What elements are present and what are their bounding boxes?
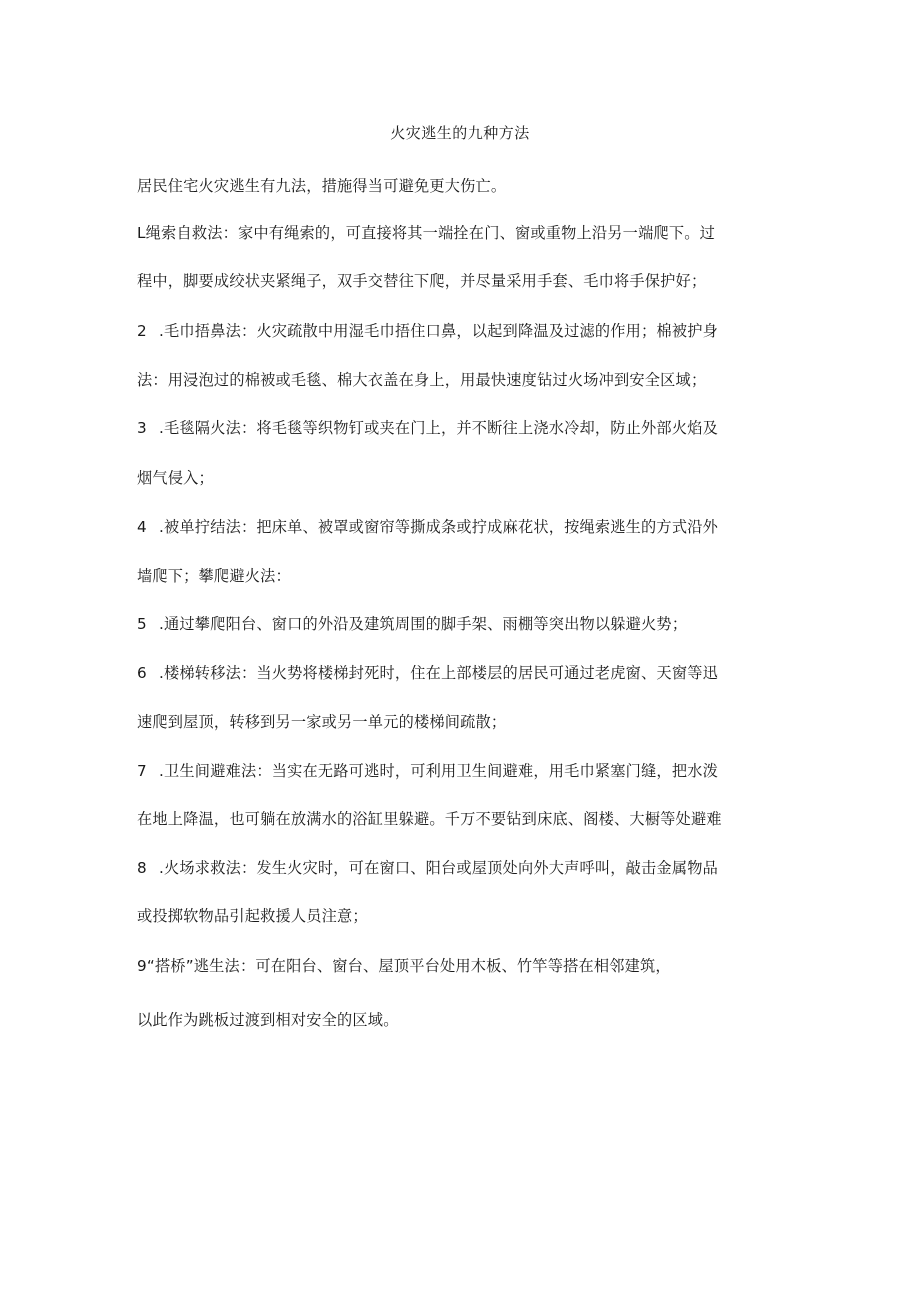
item-number: 2 (137, 322, 147, 340)
list-item-4-line-2: 墙爬下；攀爬避火法： (137, 567, 291, 585)
item-text: .毛巾捂鼻法：火灾疏散中用湿毛巾捂住口鼻，以起到降温及过滤的作用；棉被护身 (159, 322, 718, 340)
item-text: “搭桥”逃生法：可在阳台、窗台、屋顶平台处用木板、竹竿等搭在相邻建筑， (146, 957, 671, 975)
intro-paragraph: 居民住宅火灾逃生有九法，措施得当可避免更大伤亡。 (137, 177, 507, 195)
item-number: 4 (137, 518, 147, 536)
document-title: 火灾逃生的九种方法 (390, 124, 530, 142)
item-number: 6 (137, 664, 147, 682)
item-text: .毛毯隔火法：将毛毯等织物钉或夹在门上，并不断往上浇水冷却，防止外部火焰及 (159, 419, 718, 437)
item-number: L (137, 224, 146, 242)
list-item-8-line-1 (137, 856, 718, 880)
item-number: 5 (137, 615, 147, 633)
item-number: 3 (137, 419, 147, 437)
item-text: 绳索自救法：家中有绳索的，可直接将其一端拴在门、窗或重物上沿另一端爬下。过 (145, 224, 716, 242)
list-item-8-line-2: 或投掷软物品引起救援人员注意； (137, 907, 368, 925)
item-text: .楼梯转移法：当火势将楼梯封死时，住在上部楼层的居民可通过老虎窗、天窗等迅 (159, 664, 718, 682)
item-text: .通过攀爬阳台、窗口的外沿及建筑周围的脚手架、雨棚等突出物以躲避火势； (159, 615, 688, 633)
item-number: 9 (137, 957, 147, 975)
list-item-3-line-1 (137, 416, 718, 440)
list-item-7-line-1 (137, 759, 718, 783)
list-item-2-line-2: 法：用浸泡过的棉被或毛毯、棉大衣盖在身上，用最快速度钻过火场冲到安全区域； (137, 371, 707, 389)
list-item-6-line-2: 速爬到屋顶，转移到另一家或另一单元的楼梯间疏散； (137, 713, 507, 731)
list-item-6-line-1 (137, 661, 718, 685)
item-text: .火场求救法：发生火灾时，可在窗口、阳台或屋顶处向外大声呼叫，敲击金属物品 (159, 859, 718, 877)
item-text: .被单拧结法：把床单、被罩或窗帘等撕成条或拧成麻花状，按绳索逃生的方式沿外 (159, 518, 718, 536)
list-item-5-line-1 (137, 612, 687, 636)
list-item-4-line-1 (137, 515, 718, 539)
list-item-2-line-1 (137, 319, 718, 343)
list-item-3-line-2: 烟气侵入； (137, 469, 214, 487)
closing-paragraph: 以此作为跳板过渡到相对安全的区域。 (137, 1011, 399, 1029)
item-number: 8 (137, 859, 147, 877)
item-number: 7 (137, 762, 147, 780)
list-item-9-line-1 (137, 954, 671, 978)
list-item-7-line-2: 在地上降温，也可躺在放满水的浴缸里躲避。千万不要钻到床底、阁楼、大橱等处避难 (137, 810, 722, 828)
list-item-1-line-1 (137, 221, 715, 245)
item-text: .卫生间避难法：当实在无路可逃时，可利用卫生间避难，用毛巾紧塞门缝，把水泼 (159, 762, 718, 780)
list-item-1-line-2: 程中，脚要成绞状夹紧绳子，双手交替往下爬，并尽量采用手套、毛巾将手保护好； (137, 272, 707, 290)
